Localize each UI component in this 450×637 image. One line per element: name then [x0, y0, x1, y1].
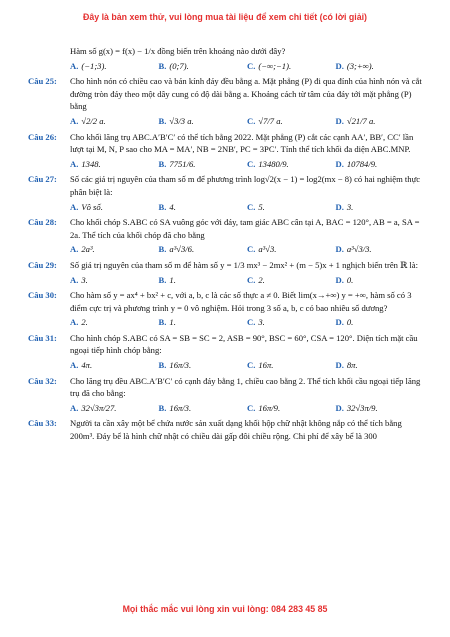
- answer-option: [159, 243, 248, 256]
- option-letter: D.: [335, 402, 344, 413]
- option-text: 3.: [258, 317, 265, 328]
- option-text: (3;+∞).: [346, 60, 374, 71]
- option-letter: C.: [247, 158, 256, 169]
- answer-option: [336, 243, 425, 256]
- question-label: Câu 27:: [28, 174, 57, 185]
- option-text: 2.: [81, 317, 88, 328]
- question-stem: Cho hình nón có chiều cao và bán kính đáy đều bằng a. Mặt phẳng (P) đi qua đỉnh của hình nón và cắt đường tròn đáy theo một dây cung có độ dài bằng a. Khoảng cách từ tâm của đáy tới mặt phẳng (P) bằng: [70, 76, 422, 112]
- answer-option: [159, 115, 248, 128]
- answer-option: [247, 316, 336, 329]
- option-letter: B.: [158, 60, 167, 71]
- question-stem: Số giá trị nguyên của tham số m để hàm số y = 1/3 mx³ − 2mx² + (m − 5)x + 1 nghịch biến trên ℝ là:: [70, 259, 419, 270]
- question: [28, 289, 424, 329]
- option-letter: B.: [158, 201, 167, 212]
- answer-option: [247, 201, 336, 214]
- answer-option: [159, 158, 248, 171]
- question: [28, 417, 424, 442]
- option-text: Vô số.: [81, 201, 103, 212]
- contact-banner: Mọi thắc mắc vui lòng xin vui lòng: 084 283 45 85: [122, 604, 328, 614]
- option-letter: A.: [70, 115, 79, 126]
- question-stem: Cho hình chóp S.ABC có SA = SB = SC = 2, ASB = 90°, BSC = 60°, CSA = 120°. Diện tích mặt cầu ngoại tiếp hình chóp bằng:: [70, 332, 418, 356]
- option-letter: B.: [158, 360, 167, 371]
- answer-option: [336, 201, 425, 214]
- answer-option: [70, 402, 159, 415]
- answer-options: [70, 316, 424, 329]
- question: [28, 131, 424, 171]
- option-letter: A.: [70, 274, 79, 285]
- question: [28, 332, 424, 372]
- option-text: 0.: [346, 274, 354, 285]
- option-letter: A.: [70, 317, 79, 328]
- option-letter: D.: [335, 274, 344, 285]
- option-text: 16π/3.: [169, 360, 192, 371]
- option-letter: D.: [335, 360, 344, 371]
- question-label: Câu 26:: [28, 131, 57, 142]
- option-letter: C.: [247, 201, 256, 212]
- option-text: (−∞;−1).: [258, 60, 292, 71]
- option-letter: C.: [247, 115, 256, 126]
- option-letter: C.: [247, 360, 256, 371]
- option-text: √21/7 a.: [346, 115, 376, 126]
- option-letter: D.: [335, 317, 344, 328]
- option-text: 1.: [169, 274, 176, 285]
- option-letter: B.: [158, 317, 167, 328]
- answer-option: [247, 243, 336, 256]
- option-text: 2a³.: [81, 244, 95, 255]
- answer-options: [70, 158, 424, 171]
- option-text: 5.: [258, 201, 265, 212]
- question: [28, 173, 424, 213]
- option-letter: A.: [70, 201, 79, 212]
- question: [28, 45, 424, 72]
- question-label: Câu 28:: [28, 217, 57, 228]
- answer-option: [70, 115, 159, 128]
- answer-options: [70, 60, 424, 73]
- option-letter: A.: [70, 158, 79, 169]
- option-text: 4.: [169, 201, 176, 212]
- answer-option: [336, 158, 425, 171]
- option-letter: D.: [335, 244, 344, 255]
- option-text: √2/2 a.: [81, 115, 106, 126]
- option-text: 0.: [346, 317, 354, 328]
- answer-options: [70, 402, 424, 415]
- option-text: √7/7 a.: [258, 115, 283, 126]
- option-text: 7751/6.: [169, 158, 196, 169]
- option-letter: B.: [158, 402, 167, 413]
- option-text: 16π.: [258, 360, 274, 371]
- option-letter: B.: [158, 158, 167, 169]
- answer-option: [70, 274, 159, 287]
- answer-option: [159, 201, 248, 214]
- question: [28, 216, 424, 256]
- option-text: a³√3.: [258, 244, 277, 255]
- answer-options: [70, 243, 424, 256]
- answer-option: [159, 274, 248, 287]
- option-text: a³√3/3.: [346, 244, 372, 255]
- answer-option: [247, 274, 336, 287]
- option-text: (0;7).: [169, 60, 189, 71]
- answer-option: [336, 402, 425, 415]
- answer-option: [247, 402, 336, 415]
- answer-option: [336, 115, 425, 128]
- option-text: 2.: [258, 274, 265, 285]
- answer-option: [70, 316, 159, 329]
- option-text: 1.: [169, 317, 176, 328]
- option-text: 1348.: [81, 158, 101, 169]
- question-label: Câu 32:: [28, 375, 57, 386]
- question-label: Câu 30:: [28, 290, 57, 301]
- question-label: Câu 29:: [28, 259, 57, 270]
- option-letter: C.: [247, 402, 256, 413]
- question-stem: Người ta cần xây một bể chứa nước sản xuất dạng khối hộp chữ nhật không nắp có thể tích bằng 200m³. Đáy bể là hình chữ nhật có chiều dài gấp đôi chiều rộng. Chi phí để xây bể là 300: [70, 418, 402, 442]
- option-letter: D.: [335, 201, 344, 212]
- answer-option: [336, 60, 425, 73]
- question-label: Câu 25:: [28, 76, 57, 87]
- option-letter: A.: [70, 244, 79, 255]
- answer-option: [336, 359, 425, 372]
- answer-option: [70, 60, 159, 73]
- question: [28, 375, 424, 415]
- option-text: 4π.: [81, 360, 93, 371]
- option-letter: D.: [335, 60, 344, 71]
- option-letter: D.: [335, 115, 344, 126]
- option-text: 32√3π/9.: [346, 402, 378, 413]
- option-text: √3/3 a.: [169, 115, 194, 126]
- answer-option: [336, 274, 425, 287]
- question-stem: Hàm số g(x) = f(x) − 1/x đồng biến trên khoảng nào dưới đây?: [70, 46, 286, 56]
- question-stem: Cho hàm số y = ax⁴ + bx² + c, với a, b, c là các số thực a ≠ 0. Biết lim(x→+∞) y = +∞, hàm số có 3 điểm cực trị và phương trình y = 0 vô nghiệm. Hỏi trong 3 số a, b, c có bao nhiêu số dương?: [70, 290, 412, 313]
- question-stem: Cho khối lăng trụ ABC.A′B′C′ có thể tích bằng 2022. Mặt phẳng (P) cắt các cạnh AA′, BB′, CC′ lần lượt tại M, N, P sao cho MA = MA′, NB = 2NB′, PC = 3PC′. Tính thể tích khối đa diện ABC.MNP.: [70, 131, 414, 155]
- option-letter: C.: [247, 60, 256, 71]
- answer-option: [70, 158, 159, 171]
- answer-option: [247, 359, 336, 372]
- question-list: [28, 45, 424, 446]
- option-text: 32√3π/27.: [81, 402, 117, 413]
- option-letter: A.: [70, 60, 79, 71]
- option-text: 10784/9.: [346, 158, 378, 169]
- answer-options: [70, 115, 424, 128]
- option-text: a³√3/6.: [169, 244, 195, 255]
- option-text: 13480/9.: [258, 158, 289, 169]
- question-label: Câu 33:: [28, 418, 57, 429]
- answer-options: [70, 274, 424, 287]
- answer-option: [70, 359, 159, 372]
- option-letter: B.: [158, 244, 167, 255]
- question: [28, 259, 424, 286]
- option-letter: A.: [70, 360, 79, 371]
- question-stem: Cho lăng trụ đều ABC.A′B′C′ có cạnh đáy bằng 1, chiều cao bằng 2. Thể tích khối cầu ngoại tiếp lăng trụ đã cho bằng:: [70, 375, 421, 399]
- option-letter: C.: [247, 274, 256, 285]
- option-letter: B.: [158, 115, 167, 126]
- answer-option: [247, 158, 336, 171]
- answer-option: [247, 60, 336, 73]
- question-stem: Số các giá trị nguyên của tham số m để phương trình log√2(x − 1) = log2(mx − 8) có hai nghiệm thực phân biệt là:: [70, 174, 421, 197]
- option-text: (−1;3).: [81, 60, 107, 71]
- answer-options: [70, 201, 424, 214]
- answer-option: [159, 316, 248, 329]
- option-text: 3.: [81, 274, 88, 285]
- question-stem: Cho khối chóp S.ABC có SA vuông góc với đáy, tam giác ABC cân tại A, BAC = 120°, AB = a, SA = 2a. Thể tích của khối chóp đã cho bằng: [70, 217, 420, 240]
- option-text: 3.: [346, 201, 354, 212]
- answer-option: [70, 243, 159, 256]
- option-letter: C.: [247, 244, 256, 255]
- answer-option: [159, 359, 248, 372]
- preview-banner: Đây là bản xem thử, vui lòng mua tài liệu để xem chi tiết (có lời giải): [83, 12, 367, 22]
- option-letter: B.: [158, 274, 167, 285]
- option-letter: C.: [247, 317, 256, 328]
- answer-option: [159, 402, 248, 415]
- question-label: Câu 31:: [28, 332, 57, 343]
- option-letter: D.: [335, 158, 344, 169]
- answer-option: [336, 316, 425, 329]
- option-letter: A.: [70, 402, 79, 413]
- option-text: 8π.: [346, 360, 358, 371]
- option-text: 16π/9.: [258, 402, 281, 413]
- option-text: 16π/3.: [169, 402, 192, 413]
- answer-option: [247, 115, 336, 128]
- answer-options: [70, 359, 424, 372]
- question: [28, 75, 424, 127]
- answer-option: [159, 60, 248, 73]
- answer-option: [70, 201, 159, 214]
